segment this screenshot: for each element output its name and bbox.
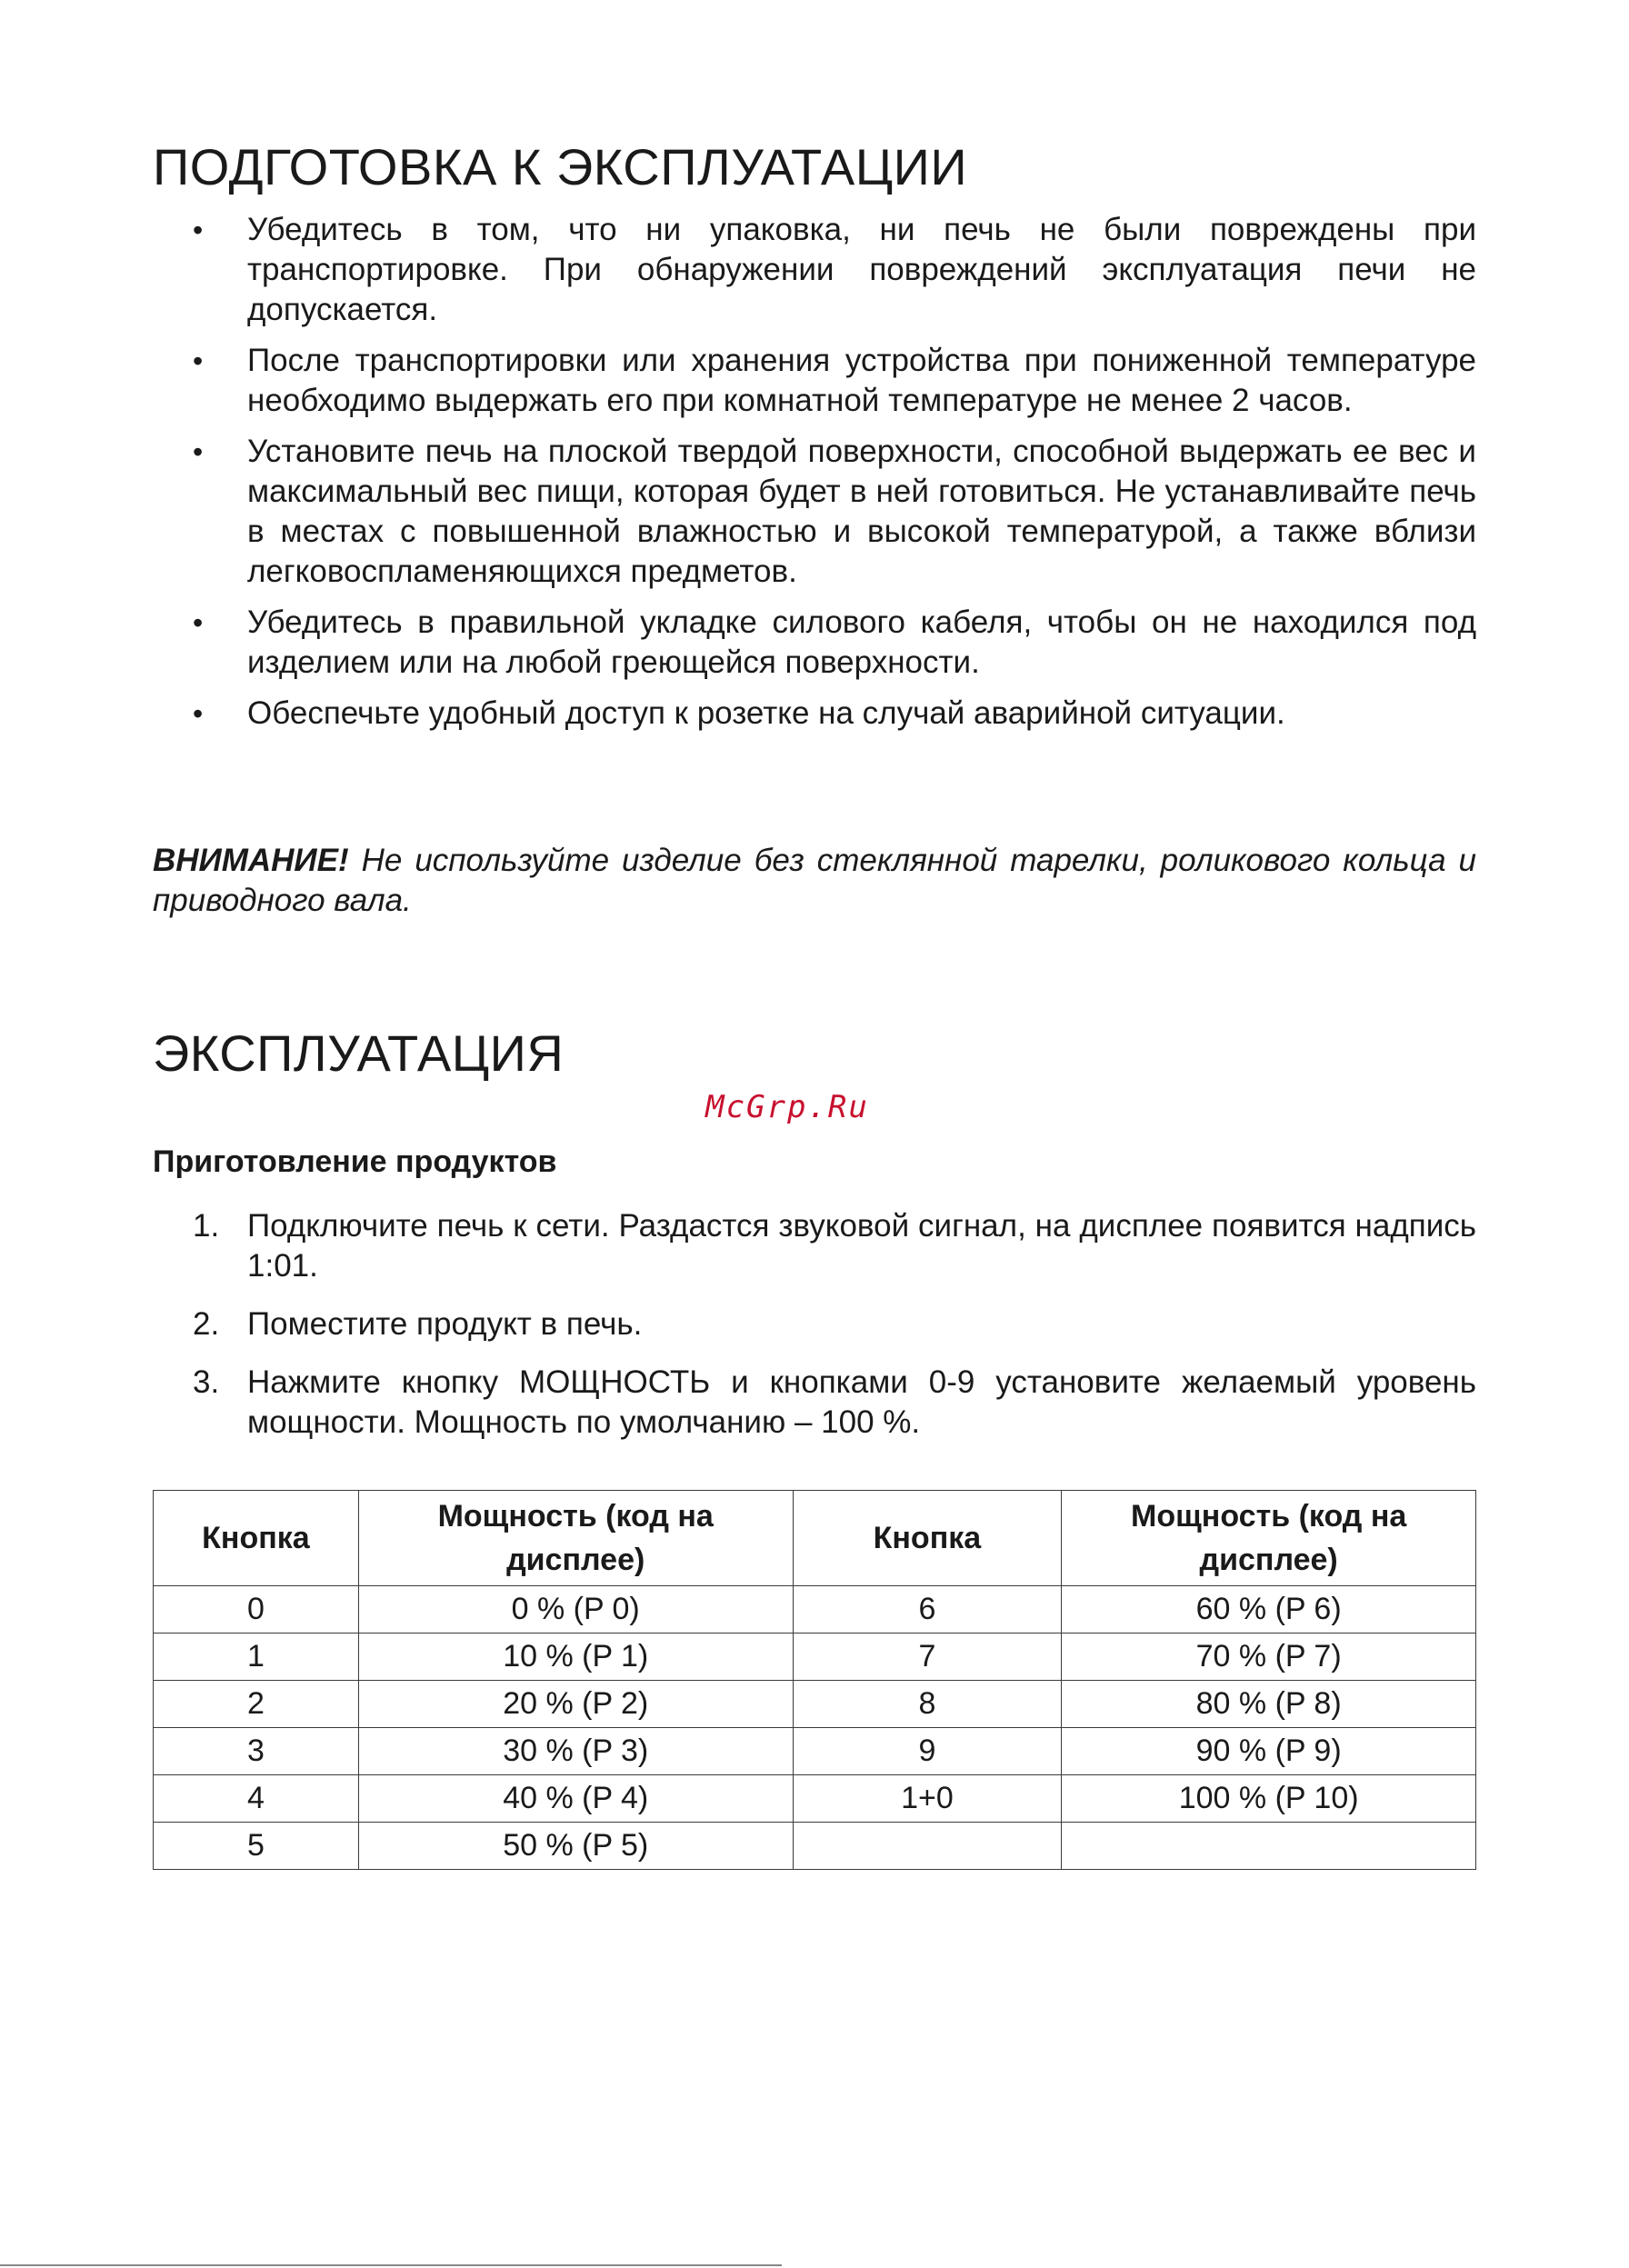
- list-item: [153, 210, 1476, 330]
- list-item: [153, 603, 1476, 683]
- table-cell: 70 % (P 7): [1062, 1633, 1476, 1680]
- list-item-text: После транспортировки или хранения устройства при пониженной температуре необходимо выдержать его при комнатной температуре не менее 2 часов.: [247, 343, 1476, 419]
- warning-note: [153, 841, 1476, 921]
- list-item-text: Убедитесь в том, что ни упаковка, ни печь не были повреждены при транспортировке. При обнаружении повреждений эксплуатация печи не допускается.: [247, 212, 1476, 328]
- bullet-icon: •: [193, 606, 204, 640]
- table-cell: 90 % (P 9): [1062, 1727, 1476, 1774]
- operation-section: [153, 1023, 1476, 1869]
- table-cell: 1: [154, 1633, 359, 1680]
- table-cell: 0 % (P 0): [358, 1585, 793, 1633]
- step-text: Нажмите кнопку МОЩНОСТЬ и кнопками 0-9 установите желаемый уровень мощности. Мощность по умолчанию – 100 %.: [247, 1364, 1476, 1440]
- table-row: [154, 1680, 1476, 1727]
- list-item-text: Установите печь на плоской твердой поверхности, способной выдержать ее вес и максимальный вес пищи, которая будет в ней готовиться. Не устанавливайте печь в местах с повышенной влажностью и высокой температурой, а также вблизи легковоспламеняющихся предметов.: [247, 434, 1476, 590]
- step-number: 3.: [193, 1364, 220, 1400]
- subheading: Приготовление продуктов: [153, 1144, 557, 1180]
- prep-section-title: ПОДГОТОВКА К ЭКСПЛУАТАЦИИ: [153, 138, 968, 195]
- table-cell: 40 % (P 4): [358, 1774, 793, 1822]
- step-item: [153, 1363, 1476, 1443]
- table-cell: 5: [154, 1822, 359, 1869]
- table-cell: 9: [793, 1727, 1062, 1774]
- table-row: [154, 1727, 1476, 1774]
- column-header: Мощность (код на дисплее): [358, 1490, 793, 1585]
- bullet-icon: •: [193, 697, 204, 731]
- bullet-icon: •: [193, 345, 204, 378]
- document-page: [153, 136, 1476, 1870]
- table-cell: 6: [793, 1585, 1062, 1633]
- table-cell: 7: [793, 1633, 1062, 1680]
- list-item: [153, 694, 1476, 734]
- table-row: [154, 1633, 1476, 1680]
- power-levels-table: [153, 1490, 1476, 1870]
- table-header-row: [154, 1490, 1476, 1585]
- steps-list: [153, 1206, 1476, 1443]
- table-cell: 60 % (P 6): [1062, 1585, 1476, 1633]
- step-number: 2.: [193, 1305, 220, 1342]
- table-cell: 8: [793, 1680, 1062, 1727]
- table-cell: 80 % (P 8): [1062, 1680, 1476, 1727]
- bullet-icon: •: [193, 214, 204, 247]
- operation-section-title: ЭКСПЛУАТАЦИЯ: [153, 1024, 565, 1083]
- list-item-text: Обеспечьте удобный доступ к розетке на случай аварийной ситуации.: [247, 695, 1285, 732]
- warning-text: Не используйте изделие без стеклянной тарелки, роликового кольца и приводного вала.: [153, 843, 1476, 919]
- table-cell: 2: [154, 1680, 359, 1727]
- watermark-link[interactable]: McGrp.Ru: [705, 1089, 869, 1126]
- step-item: [153, 1206, 1476, 1286]
- step-text: Поместите продукт в печь.: [247, 1305, 643, 1342]
- bullet-icon: •: [193, 435, 204, 469]
- table-row: [154, 1774, 1476, 1822]
- list-item-text: Убедитесь в правильной укладке силового кабеля, чтобы он не находился под изделием или на любой греющейся поверхности.: [247, 604, 1476, 681]
- table-cell: 1+0: [793, 1774, 1062, 1822]
- table-row: [154, 1585, 1476, 1633]
- column-header: Кнопка: [154, 1490, 359, 1585]
- table-cell: 10 % (P 1): [358, 1633, 793, 1680]
- table-row: [154, 1822, 1476, 1869]
- column-header: Мощность (код на дисплее): [1062, 1490, 1476, 1585]
- step-number: 1.: [193, 1207, 220, 1244]
- table-cell: 3: [154, 1727, 359, 1774]
- prep-bullet-list: [153, 210, 1476, 734]
- table-cell: 50 % (P 5): [358, 1822, 793, 1869]
- table-cell: 100 % (P 10): [1062, 1774, 1476, 1822]
- table-cell: 0: [154, 1585, 359, 1633]
- step-text: Подключите печь к сети. Раздастся звуковой сигнал, на дисплее появится надпись 1:01.: [247, 1207, 1476, 1284]
- warning-label: ВНИМАНИЕ!: [153, 843, 349, 879]
- list-item: [153, 432, 1476, 592]
- footer-divider: [0, 2264, 782, 2266]
- table-cell: [1062, 1822, 1476, 1869]
- step-item: [153, 1304, 1476, 1344]
- table-cell: [793, 1822, 1062, 1869]
- column-header: Кнопка: [793, 1490, 1062, 1585]
- list-item: [153, 341, 1476, 421]
- table-cell: 20 % (P 2): [358, 1680, 793, 1727]
- table-cell: 30 % (P 3): [358, 1727, 793, 1774]
- table-cell: 4: [154, 1774, 359, 1822]
